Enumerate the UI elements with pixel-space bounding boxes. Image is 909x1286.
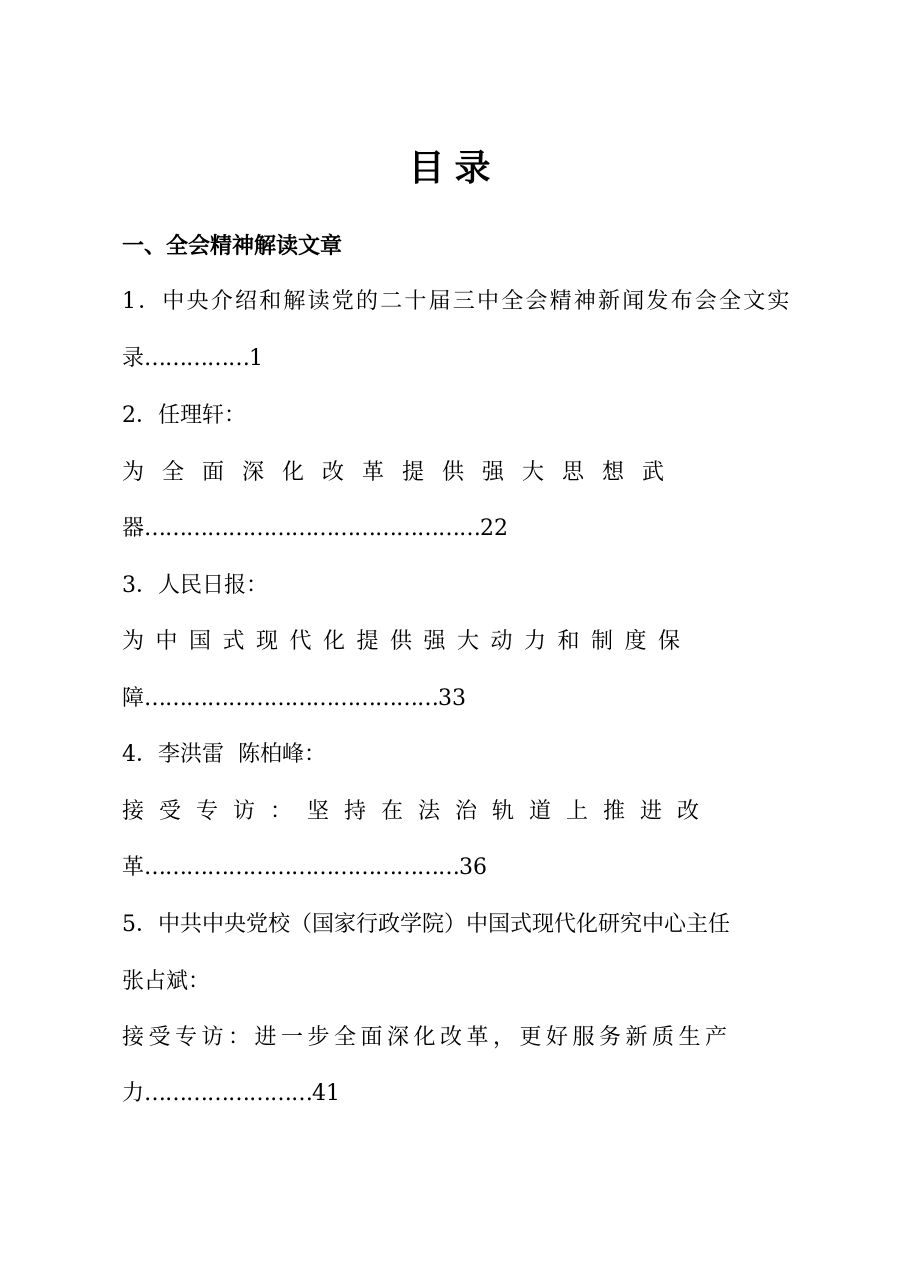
toc-entry-5-last-text: 力 <box>122 1081 145 1106</box>
toc-entry-3-last-text: 障 <box>122 686 145 711</box>
toc-entry-1-title[interactable] <box>122 285 792 319</box>
toc-entry-3-page: 33 <box>438 686 467 711</box>
toc-entry-5-title[interactable]: 接受专访：进一步全面深化改革，更好服务新质生产 <box>122 1025 732 1050</box>
toc-entry-1-last-text: 录 <box>122 346 145 371</box>
toc-entry-4-last-text: 革 <box>122 855 145 880</box>
toc-entry-3-page-line[interactable] <box>122 682 466 716</box>
toc-entry-4-page-line[interactable] <box>122 851 487 885</box>
toc-entry-2-title[interactable]: 为全面深化改革提供强大思想武 <box>122 460 683 485</box>
toc-entry-1-dots: …………… <box>144 346 250 371</box>
page-title: 目录 <box>408 148 501 189</box>
toc-entry-2-page-line[interactable] <box>122 512 508 546</box>
toc-entry-3-author-line[interactable] <box>122 569 268 603</box>
toc-entry-5-page-line[interactable] <box>122 1077 340 1111</box>
toc-entry-1-line1: 中央介绍和解读党的二十届三中全会精神新闻发布会全文实 <box>162 289 792 314</box>
toc-entry-1-page-line[interactable] <box>122 342 263 376</box>
toc-entry-2-dots: ………………………………………… <box>144 516 481 541</box>
toc-entry-5-page: 41 <box>312 1081 341 1106</box>
toc-entry-5-dots: …………………… <box>144 1081 313 1106</box>
toc-entry-1-page: 1 <box>249 346 264 371</box>
toc-entry-4-author: 李洪雷 陈柏峰： <box>158 742 326 767</box>
toc-entry-5-number: 5． <box>122 912 158 937</box>
toc-entry-5-author: 中共中央党校（国家行政学院）中国式现代化研究中心主任 <box>158 912 731 937</box>
toc-entry-4-title[interactable]: 接受专访：坚持在法治轨道上推进改 <box>122 799 715 824</box>
toc-entry-4-dots: ……………………………………… <box>144 855 460 880</box>
toc-entry-5-author-line-2: 张占斌： <box>122 969 211 994</box>
toc-entry-1-number: 1． <box>122 289 163 314</box>
section-heading: 一、全会精神解读文章 <box>122 234 343 259</box>
toc-entry-2-last-text: 器 <box>122 516 145 541</box>
toc-entry-5-author-line[interactable] <box>122 908 730 942</box>
toc-entry-3-number: 3． <box>122 573 158 598</box>
toc-entry-3-author: 人民日报： <box>158 573 269 598</box>
toc-entry-2-number: 2． <box>122 403 158 428</box>
toc-entry-4-author-line[interactable] <box>122 738 326 772</box>
toc-entry-2-page: 22 <box>480 516 509 541</box>
toc-entry-3-dots: …………………………………… <box>144 686 439 711</box>
toc-entry-4-page: 36 <box>459 855 488 880</box>
toc-entry-2-author: 任理轩： <box>158 403 247 428</box>
toc-entry-4-number: 4． <box>122 742 158 767</box>
toc-entry-2-author-line[interactable] <box>122 399 246 433</box>
toc-entry-3-title[interactable]: 为中国式现代化提供强大动力和制度保 <box>122 629 692 654</box>
